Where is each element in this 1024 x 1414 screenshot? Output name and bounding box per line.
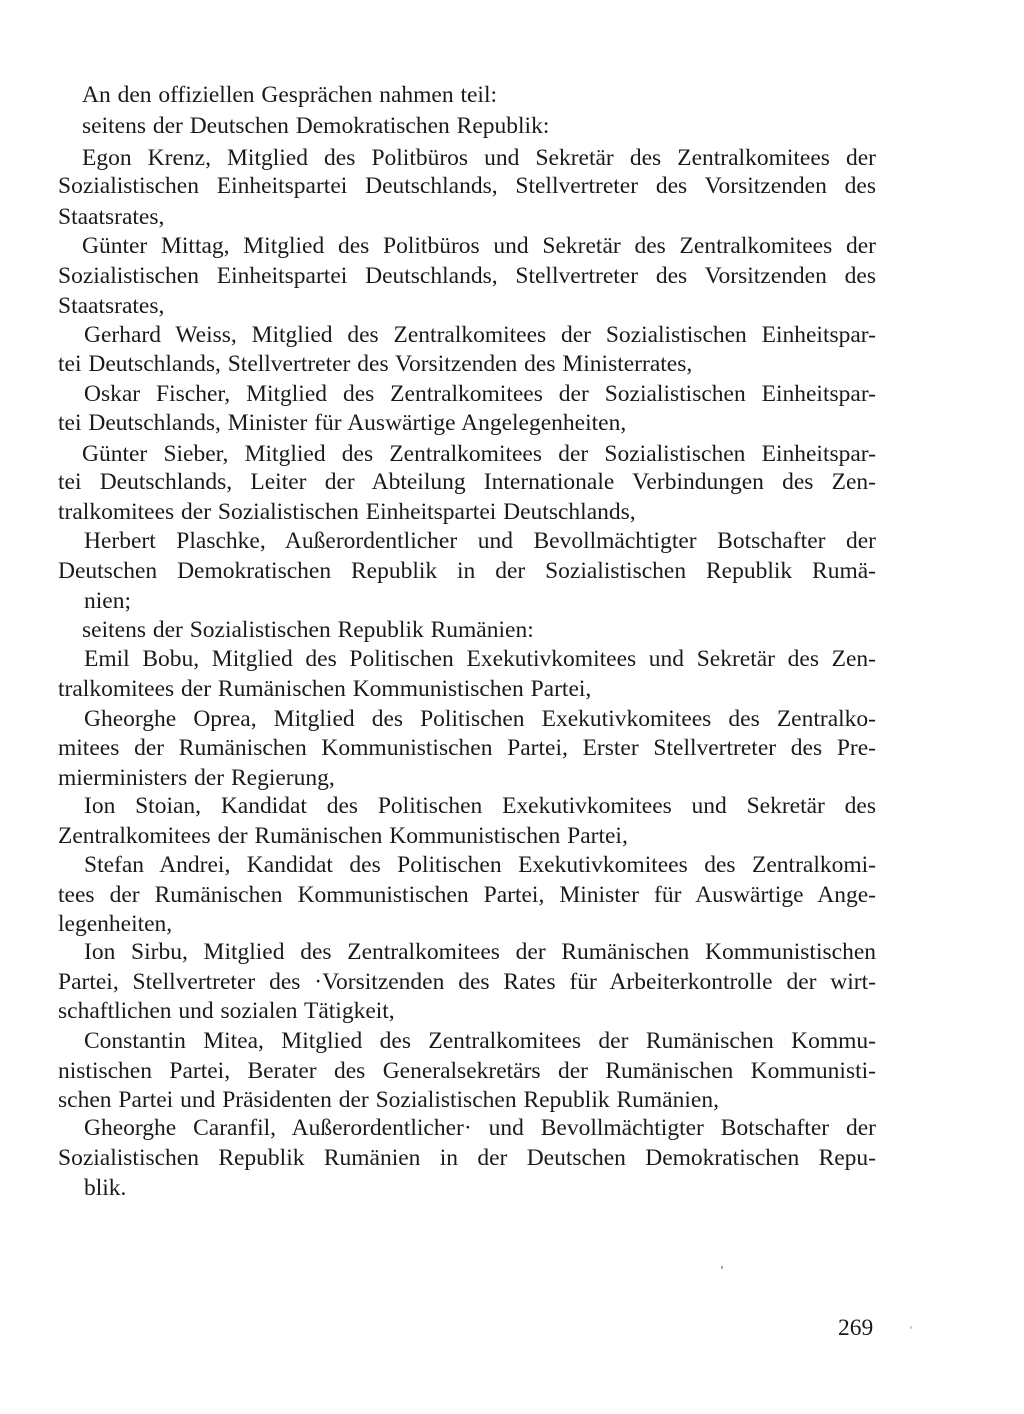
text-line: Sozialistischen Einheitspartei Deutschlands, Stellvertreter des Vorsitzenden des	[58, 173, 876, 199]
text-line: Günter Sieber, Mitglied des Zentralkomitees der Sozialistischen Einheitspar-	[82, 441, 876, 467]
text-line: Oskar Fischer, Mitglied des Zentralkomitees der Sozialistischen Einheitspar-	[84, 381, 876, 407]
scan-speck	[721, 1266, 723, 1269]
text-line: Egon Krenz, Mitglied des Politbüros und Sekretär des Zentralkomitees der	[82, 145, 876, 171]
text-line: nien;	[84, 588, 131, 614]
text-line: mitees der Rumänischen Kommunistischen Partei, Erster Stellvertreter des Pre-	[58, 735, 876, 761]
text-line-gdr-heading: seitens der Deutschen Demokratischen Republik:	[82, 113, 550, 139]
text-line: Stefan Andrei, Kandidat des Politischen Exekutivkomitees des Zentralkomi-	[84, 852, 876, 878]
text-line: Staatsrates,	[58, 204, 165, 230]
text-line: Partei, Stellvertreter des ·Vorsitzenden des Rates für Arbeiterkontrolle der wirt-	[58, 969, 876, 995]
text-line: Ion Stoian, Kandidat des Politischen Exekutivkomitees und Sekretär des	[84, 793, 876, 819]
text-line: tei Deutschlands, Minister für Auswärtige Angelegenheiten,	[58, 410, 627, 436]
text-line: Gheorghe Caranfil, Außerordentlicher· und Bevollmächtigter Botschafter der	[84, 1115, 876, 1141]
scan-speck	[910, 1326, 912, 1329]
text-line: schen Partei und Präsidenten der Sozialistischen Republik Rumänien,	[58, 1087, 719, 1113]
text-line: Emil Bobu, Mitglied des Politischen Exekutivkomitees und Sekretär des Zen-	[84, 646, 876, 672]
text-line: Deutschen Demokratischen Republik in der Sozialistischen Republik Rumä-	[58, 558, 876, 584]
text-line: schaftlichen und sozialen Tätigkeit,	[58, 998, 395, 1024]
text-line: blik.	[84, 1175, 127, 1201]
text-line: legenheiten,	[58, 911, 173, 937]
text-line: tralkomitees der Rumänischen Kommunistischen Partei,	[58, 676, 592, 702]
text-line: Sozialistischen Republik Rumänien in der Deutschen Demokratischen Repu-	[58, 1145, 876, 1171]
text-line-romania-heading: seitens der Sozialistischen Republik Rumänien:	[82, 617, 534, 643]
text-line: Constantin Mitea, Mitglied des Zentralkomitees der Rumänischen Kommu-	[84, 1028, 876, 1054]
text-line: Zentralkomitees der Rumänischen Kommunistischen Partei,	[58, 823, 628, 849]
text-line: tralkomitees der Sozialistischen Einheitspartei Deutschlands,	[58, 499, 636, 525]
text-line: nistischen Partei, Berater des Generalsekretärs der Rumänischen Kommunisti-	[58, 1058, 876, 1084]
text-line: Gerhard Weiss, Mitglied des Zentralkomitees der Sozialistischen Einheitspar-	[84, 322, 876, 348]
text-line: Sozialistischen Einheitspartei Deutschlands, Stellvertreter des Vorsitzenden des	[58, 263, 876, 289]
text-line: Staatsrates,	[58, 293, 165, 319]
text-line: tei Deutschlands, Leiter der Abteilung Internationale Verbindungen des Zen-	[58, 469, 876, 495]
text-line-intro: An den offiziellen Gesprächen nahmen teil:	[82, 82, 498, 108]
text-line: Gheorghe Oprea, Mitglied des Politischen Exekutivkomitees des Zentralko-	[84, 706, 876, 732]
text-line: mierministers der Regierung,	[58, 765, 335, 791]
text-line: Herbert Plaschke, Außerordentlicher und Bevollmächtigter Botschafter der	[84, 528, 876, 554]
text-line: tees der Rumänischen Kommunistischen Partei, Minister für Auswärtige Ange-	[58, 882, 876, 908]
page-number: 269	[838, 1315, 874, 1341]
text-line: Ion Sirbu, Mitglied des Zentralkomitees der Rumänischen Kommunistischen	[84, 939, 876, 965]
text-line: Günter Mittag, Mitglied des Politbüros und Sekretär des Zentralkomitees der	[82, 233, 876, 259]
text-line: tei Deutschlands, Stellvertreter des Vorsitzenden des Ministerrates,	[58, 351, 693, 377]
